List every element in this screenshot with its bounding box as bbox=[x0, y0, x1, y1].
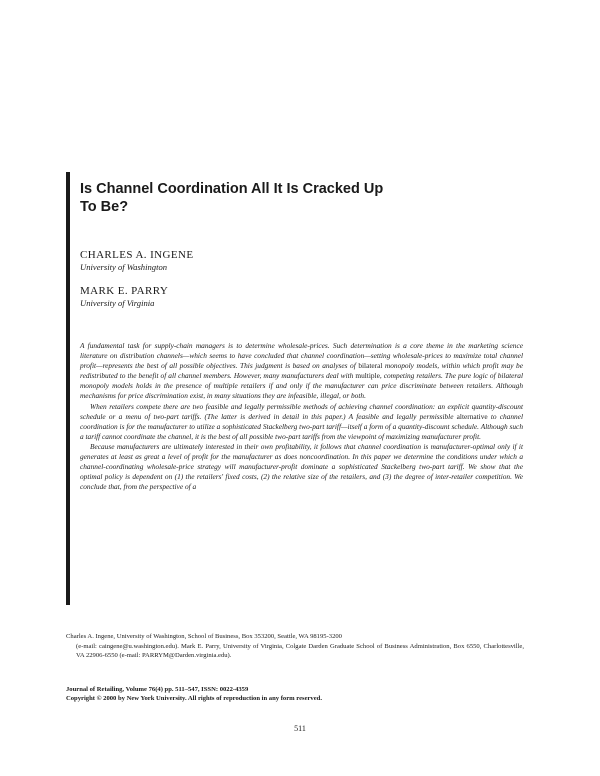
emphasis-alternative: alternative bbox=[456, 411, 488, 421]
journal-info: Journal of Retailing, Volume 76(4) pp. 511–547, ISSN: 0022-4359 bbox=[66, 686, 249, 693]
author-affiliation: University of Virginia bbox=[80, 298, 155, 308]
title-rule bbox=[66, 172, 70, 605]
author-name: CHARLES A. INGENE bbox=[80, 249, 194, 261]
copyright-notice: Copyright © 2000 by New York University. All rights of reproduction in any form reserved. bbox=[66, 695, 322, 702]
author-affiliation: University of Washington bbox=[80, 262, 168, 272]
author-name: MARK E. PARRY bbox=[80, 285, 169, 297]
emphasis-bilateral: bilateral bbox=[358, 361, 383, 371]
page-number: 511 bbox=[294, 724, 306, 733]
footnote-line-1: Charles A. Ingene, University of Washington, School of Business, Box 353200, Seattle, WA 98195-3200 bbox=[66, 633, 342, 640]
abstract bbox=[80, 341, 523, 492]
footnote-continued: (e-mail: caingene@u.washington.edu). Mark E. Parry, University of Virginia, Colgate Darden Graduate School of Business Administration, Box 6550, Charlottesville, VA 22906-6550 (e-mail: PARRYM@Darden.virginia.edu). bbox=[76, 642, 524, 659]
title-line-1: Is Channel Coordination All It Is Cracked Up bbox=[80, 181, 384, 197]
author-block-2 bbox=[80, 284, 480, 309]
abstract-paragraph-1: A fundamental task for supply-chain managers is to determine wholesale-prices. Such determination is a core theme in the marketing science literature on distribution channels—which seems to have concluded that channel coordination—setting wholesale-prices to maximize total channel profit—represents the best of all possible objectives. This judgment is based on analyses of bilateral monopoly models, within which profit may be redistributed to the benefit of all channel members. However, many manufacturers deal with multiple, competing retailers. The pure logic of bilateral monopoly models holds in the presence of multiple retailers if and only if the manufacturer can price discriminate between retailers. Although mechanisms for price discrimination exist, in many situations they are infeasible, illegal, or both. bbox=[80, 341, 523, 401]
title-line-2: To Be? bbox=[80, 199, 129, 215]
author-block-1 bbox=[80, 248, 480, 273]
author-footnote bbox=[66, 632, 524, 661]
abstract-paragraph-2: When retailers compete there are two feasible and legally permissible methods of achieving channel coordination: an explicit quantity-discount schedule or a menu of two-part tariffs. (The latter is derived in detail in this paper.) A feasible and legally permissible alternative to channel coordination is for the manufacturer to utilize a sophisticated Stackelberg two-part tariff—itself a form of a quantity-discount schedule. Although such a tariff cannot coordinate the channel, it is the best of all possible two-part tariffs from the viewpoint of maximizing manufacturer profit. bbox=[80, 401, 523, 441]
abstract-paragraph-3: Because manufacturers are ultimately interested in their own profitability, it follows that channel coordination is manufacturer-optimal only if it generates at least as great a level of profit for the manufacturer as does noncoordination. In this paper we determine the conditions under which a channel-coordinating wholesale-price strategy will manufacturer-profit dominate a sophisticated Stackelberg two-part tariff. We show that the optimal policy is dependent on (1) the retailers' fixed costs, (2) the relative size of the retailers, and (3) the degree of inter-retailer competition. We conclude that, from the perspective of a bbox=[80, 441, 523, 492]
journal-citation bbox=[66, 685, 524, 703]
emphasis-multiple: multiple bbox=[355, 371, 380, 381]
article-title bbox=[80, 180, 440, 216]
